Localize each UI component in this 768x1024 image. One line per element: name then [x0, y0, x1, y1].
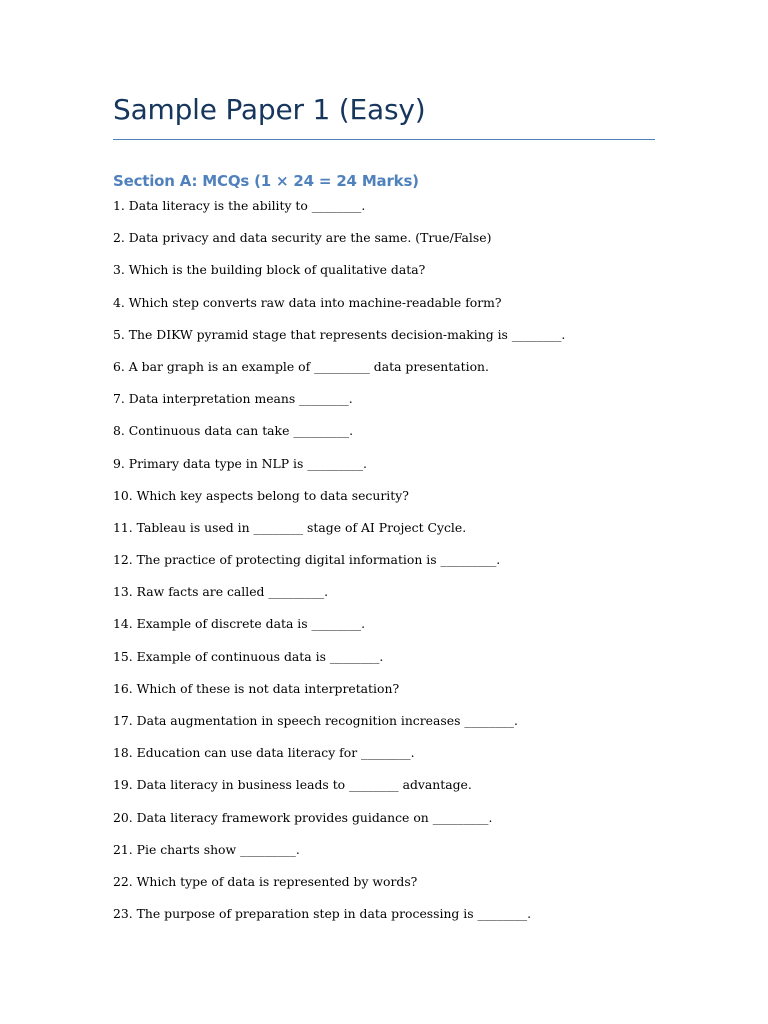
- question-item: 5. The DIKW pyramid stage that represents decision-making is ________.: [113, 326, 566, 342]
- question-item: 23. The purpose of preparation step in data processing is ________.: [113, 906, 532, 922]
- question-item: 1. Data literacy is the ability to ________.: [113, 198, 366, 213]
- title-divider: [113, 139, 655, 140]
- question-item: 20. Data literacy framework provides guidance on _________.: [113, 809, 493, 825]
- question-item: 4. Which step converts raw data into machine-readable form?: [113, 294, 502, 310]
- question-item: 7. Data interpretation means ________.: [113, 391, 353, 407]
- question-item: 12. The practice of protecting digital information is _________.: [113, 552, 501, 568]
- question-list: [113, 198, 565, 938]
- question-item: 14. Example of discrete data is ________.: [113, 616, 366, 632]
- question-item: 21. Pie charts show _________.: [113, 841, 300, 857]
- question-item: 9. Primary data type in NLP is _________.: [113, 455, 367, 471]
- question-item: 18. Education can use data literacy for ________.: [113, 745, 415, 761]
- question-item: 22. Which type of data is represented by words?: [113, 873, 418, 889]
- question-item: 16. Which of these is not data interpretation?: [113, 680, 400, 696]
- section-heading: Section A: MCQs (1 × 24 = 24 Marks): [113, 172, 419, 190]
- question-item: 3. Which is the building block of qualitative data?: [113, 262, 426, 278]
- question-item: 10. Which key aspects belong to data security?: [113, 487, 409, 503]
- question-item: 11. Tableau is used in ________ stage of AI Project Cycle.: [113, 519, 467, 535]
- question-item: 15. Example of continuous data is ________.: [113, 648, 384, 664]
- question-item: 19. Data literacy in business leads to ________ advantage.: [113, 777, 472, 793]
- question-item: 2. Data privacy and data security are the same. (True/False): [113, 230, 492, 246]
- question-item: 13. Raw facts are called _________.: [113, 584, 329, 600]
- page-title: Sample Paper 1 (Easy): [113, 93, 426, 126]
- question-item: 8. Continuous data can take _________.: [113, 423, 354, 439]
- question-item: 6. A bar graph is an example of _________ data presentation.: [113, 358, 489, 374]
- question-item: 17. Data augmentation in speech recognition increases ________.: [113, 713, 518, 728]
